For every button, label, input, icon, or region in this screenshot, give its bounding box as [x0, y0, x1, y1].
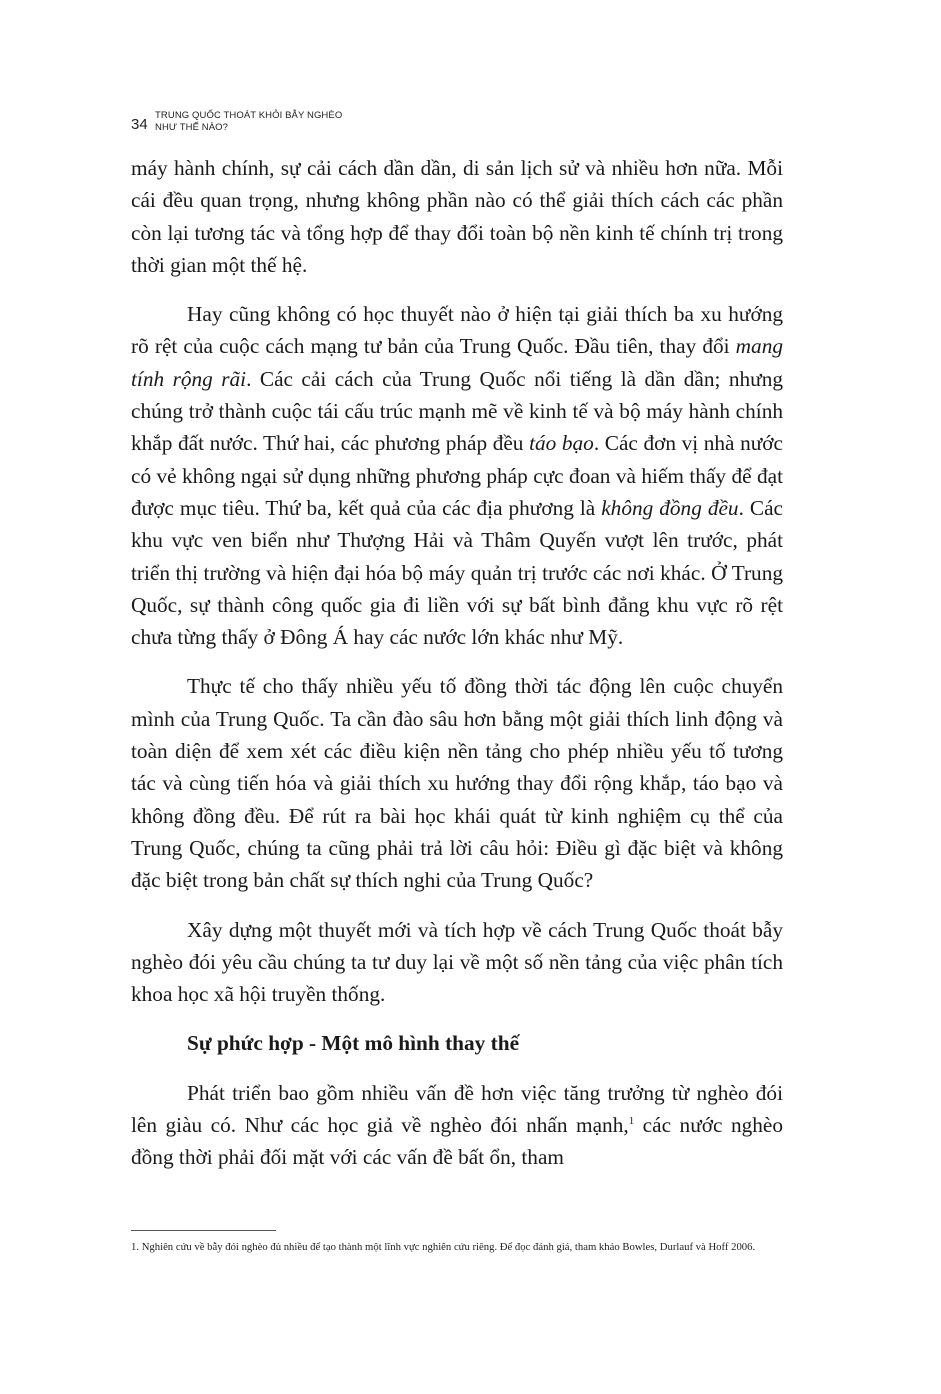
paragraph-2-text-3: . Các đơn vị nhà nước có vẻ không ngại sử dụng những phương pháp cực đoan và hiếm thấy để đạt được mục tiêu. Thứ ba, kết quả của các địa phương là: [131, 431, 784, 520]
paragraph-5-text-1: Phát triển bao gồm nhiều vấn đề hơn việc tăng trưởng từ nghèo đói lên giàu có. Như các học giả về nghèo đói nhấn mạnh,: [131, 1080, 783, 1138]
running-header: [131, 108, 531, 140]
page-number: 34: [131, 116, 148, 133]
footnote-reference[interactable]: 1: [628, 1115, 635, 1128]
emphasis-broad: mang tính rộng rãi: [131, 334, 783, 391]
section-heading: Sự phức hợp - Một mô hình thay thế: [187, 1031, 520, 1056]
paragraph-2-text-1: Hay cũng không có học thuyết nào ở hiện tại giải thích ba xu hướng rõ rệt của cuộc cách mạng tư bản của Trung Quốc. Đầu tiên, thay đổi: [131, 302, 783, 359]
paragraph-2: [131, 298, 783, 653]
emphasis-uneven: không đồng đều: [601, 495, 739, 520]
paragraph-2-text-2: . Các cải cách của Trung Quốc nổi tiếng là dần dần; nhưng chúng trở thành cuộc tái cấu trúc mạnh mẽ về kinh tế và bộ máy hành chính khắp đất nước. Thứ hai, các phương pháp đều: [131, 366, 783, 456]
running-title: [155, 110, 342, 134]
paragraph-5-text-2: các nước nghèo đồng thời phải đối mặt với các vấn đề bất ổn, tham: [131, 1113, 783, 1170]
footnote-divider: [131, 1230, 276, 1231]
paragraph-3: Thực tế cho thấy nhiều yếu tố đồng thời tác động lên cuộc chuyển mình của Trung Quốc. Ta cần đào sâu hơn bằng một giải thích linh động và toàn diện để xem xét các điều kiện nền tảng cho phép nhiều yếu tố tương tác và cùng tiến hóa và giải thích xu hướng thay đổi rộng khắp, táo bạo và không đồng đều. Để rút ra bài học khái quát từ kinh nghiệm cụ thể của Trung Quốc, chúng ta cũng phải trả lời câu hỏi: Điều gì đặc biệt và không đặc biệt trong bản chất sự thích nghi của Trung Quốc?: [131, 674, 783, 893]
footnote: 1. Nghiên cứu về bẫy đói nghèo đủ nhiều để tạo thành một lĩnh vực nghiên cứu riêng. Để đọc đánh giá, tham khảo Bowles, Durlauf và Hoff 2006.: [131, 1241, 756, 1253]
paragraph-1: máy hành chính, sự cải cách dần dần, di sản lịch sử và nhiều hơn nữa. Mỗi cái đều quan trọng, nhưng không phần nào có thể giải thích cách các phần còn lại tương tác và tổng hợp để thay đổi toàn bộ nền kinh tế chính trị trong thời gian một thế hệ.: [131, 156, 783, 277]
paragraph-4: Xây dựng một thuyết mới và tích hợp về cách Trung Quốc thoát bẫy nghèo đói yêu cầu chúng ta tư duy lại về một số nền tảng của việc phân tích khoa học xã hội truyền thống.: [131, 917, 783, 1007]
running-title-line-1: TRUNG QUỐC THOÁT KHỎI BẪY NGHÈO: [155, 110, 343, 121]
paragraph-2-text-4: . Các khu vực ven biển như Thượng Hải và Thâm Quyến vượt lên trước, phát triển thị trường và hiện đại hóa bộ máy quản trị trước các nơi khác. Ở Trung Quốc, sự thành công quốc gia đi liền với sự bất bình đẳng khu vực rõ rệt chưa từng thấy ở Đông Á hay các nước lớn khác như Mỹ.: [131, 495, 783, 650]
paragraph-5: [131, 1077, 783, 1174]
body-text: [131, 152, 783, 1174]
running-title-line-2: NHƯ THẾ NÀO?: [155, 122, 229, 133]
emphasis-bold: táo bạo: [529, 431, 594, 456]
